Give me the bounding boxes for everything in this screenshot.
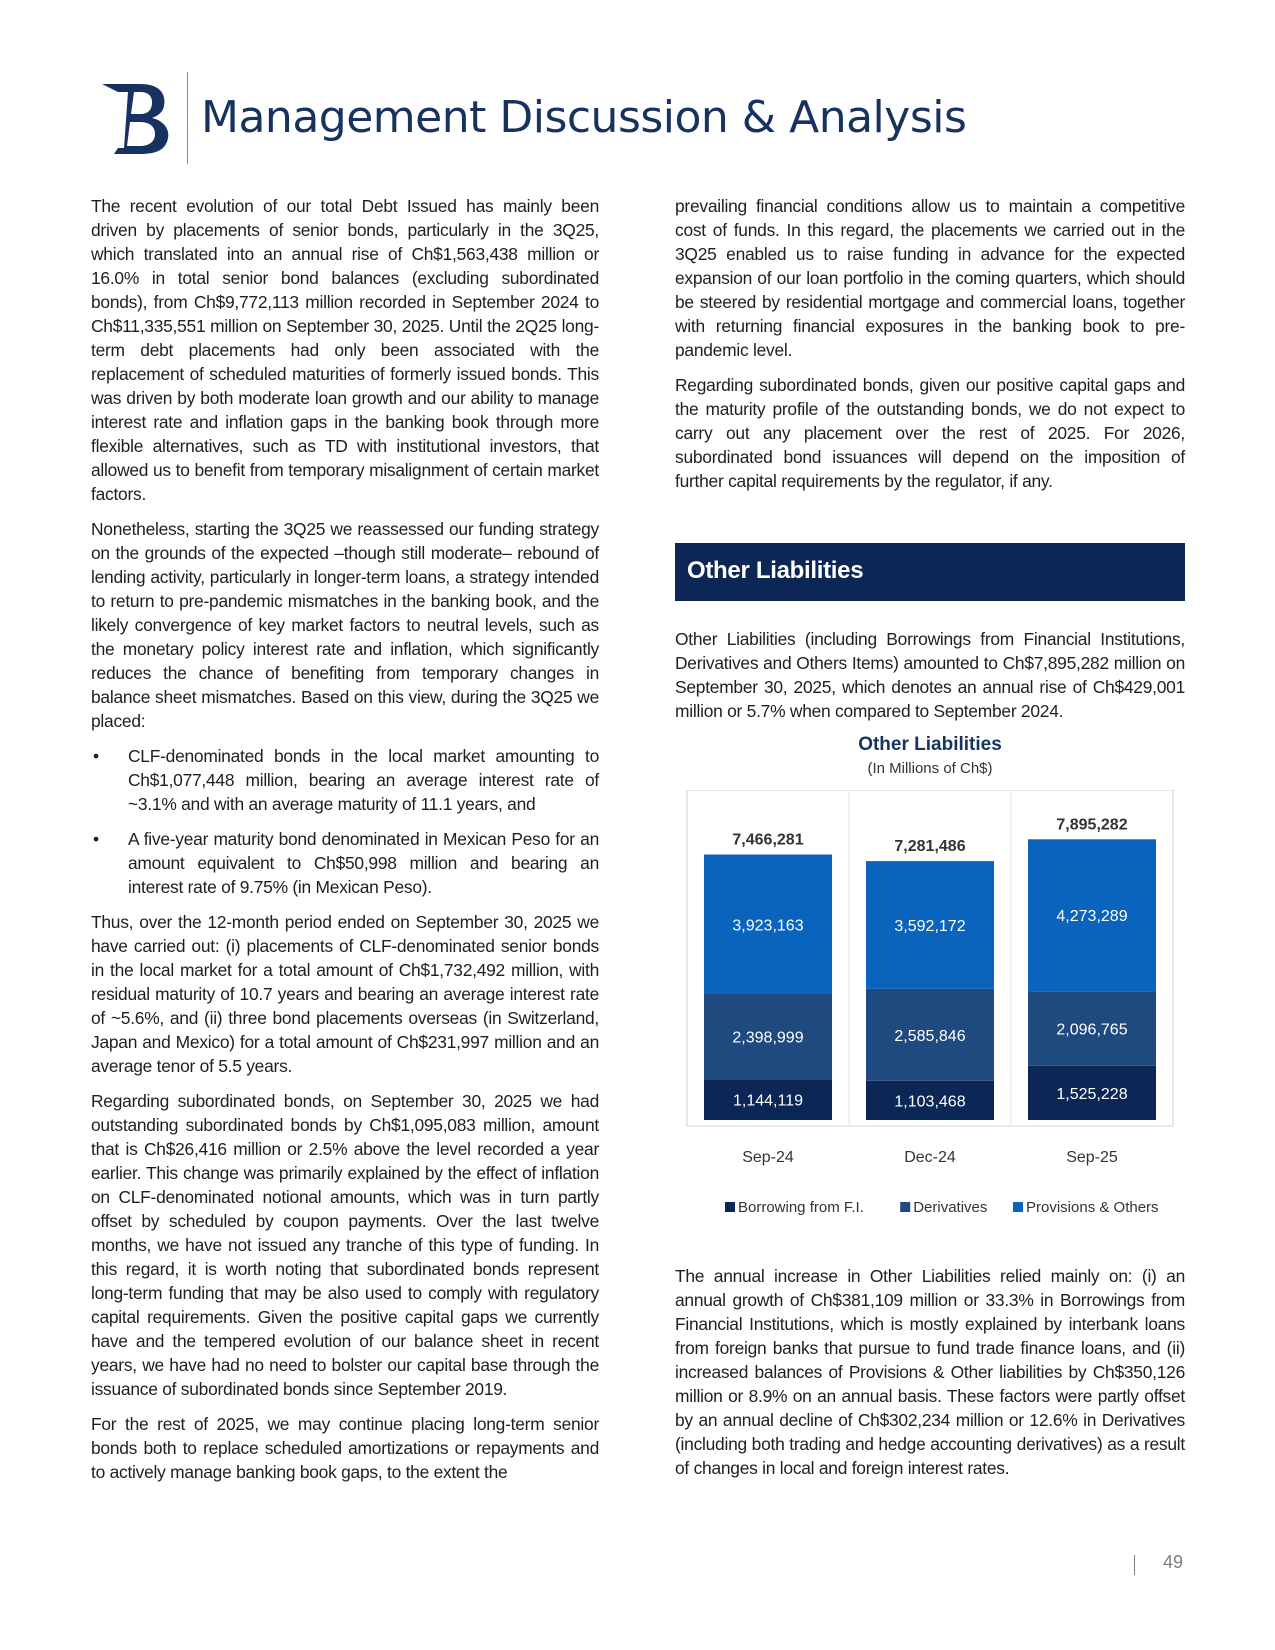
total-label: 7,281,486 [894,838,966,856]
bullet-icon: • [93,829,99,849]
header-divider [187,72,188,164]
other-liabilities-chart [675,790,1185,1245]
data-label: 1,525,228 [1056,1085,1128,1103]
list-item [91,827,599,899]
section-title: Other Liabilities [687,557,864,584]
paragraph-other-liabilities: Other Liabilities (including Borrowings from Financial Institutions, Derivatives and Others Items) amounted to Ch$7,895,282 million on September 30, 2025, which denotes an annual rise of Ch$429,001 million or 5.7% when compared to September 2024. [675,629,1185,721]
data-label: 3,923,163 [732,917,804,935]
paragraph-financial-conditions: prevailing financial conditions allow us to maintain a competitive cost of funds. In this regard, the placements we carried out in the 3Q25 enabled us to raise funding in advance for the expected expansion of our loan portfolio in the coming quarters, which should be steered by residential mortgage and commercial loans, together with returning financial exposures in the banking book to pre-pandemic level. [675,196,1185,360]
section-header-other-liabilities [675,543,1185,601]
data-label: 4,273,289 [1056,908,1128,926]
data-label: 1,144,119 [733,1092,803,1110]
list-item-text: CLF-denominated bonds in the local market amounting to Ch$1,077,448 million, bearing an average interest rate of ~3.1% and with an average maturity of 11.1 years, and [128,746,599,814]
paragraph-rest-of-2025: For the rest of 2025, we may continue placing long-term senior bonds both to replace scheduled amortizations or repayments and to actively manage banking book gaps, to the extent the [91,1414,599,1482]
logo-letter: B [100,78,101,79]
data-label: 2,585,846 [894,1027,966,1045]
total-label: 7,466,281 [732,831,804,849]
legend-label: Derivatives [913,1199,988,1216]
data-label: 3,592,172 [894,917,966,935]
list-item [91,744,599,816]
paragraph-subordinated-outlook: Regarding subordinated bonds, given our positive capital gaps and the maturity profile of the outstanding bonds, we do not expect to carry out any placement over the rest of 2025. For 2026, subordinated bond issuances will depend on the imposition of further capital requirements by the regulator, if any. [675,375,1185,491]
legend-swatch [1013,1202,1023,1212]
paragraph-subordinated-bonds: Regarding subordinated bonds, on September 30, 2025 we had outstanding subordinated bonds by Ch$1,095,083 million, amount that is Ch$26,416 million or 2.5% above the level recorded a year earlier. This change was primarily explained by the effect of inflation on CLF-denominated notional amounts, which was in turn partly offset by scheduled by coupon payments. Over the last twelve months, we have not issued any tranche of this type of funding. In this regard, it is worth noting that subordinated bonds represent long-term funding that may be also used to comply with regulatory capital requirements. Given the positive capital gaps we currently have and the tempered evolution of our balance sheet in recent years, we have had no need to bolster our capital base through the issuance of subordinated bonds since September 2019. [91,1091,599,1399]
legend-swatch [900,1202,910,1212]
right-column [675,194,1185,504]
footer-divider [1134,1555,1135,1575]
list-item-text: A five-year maturity bond denominated in Mexican Peso for an amount equivalent to Ch$50,998 million and bearing an interest rate of 9.75% (in Mexican Peso). [128,829,599,897]
data-label: 2,398,999 [732,1029,804,1047]
legend-label: Borrowing from F.I. [738,1199,864,1216]
bullet-icon: • [93,746,99,766]
data-label: 1,103,468 [894,1093,966,1111]
legend-label: Provisions & Others [1026,1199,1159,1216]
x-tick-label: Dec-24 [904,1149,956,1166]
bank-logo [100,78,172,158]
placements-list [91,744,599,899]
page-number: 49 [1163,1552,1184,1572]
other-liabilities-analysis [675,1264,1185,1491]
data-label: 2,096,765 [1056,1021,1128,1039]
chart-subtitle: (In Millions of Ch$) [867,760,993,777]
page-title: Management Discussion & Analysis [201,92,967,143]
paragraph-annual-increase: The annual increase in Other Liabilities relied mainly on: (i) an annual growth of Ch$381,109 million or 33.3% in Borrowings from Financial Institutions, which is mostly explained by interbank loans from foreign banks that pursue to fund trade finance loans, and (ii) increased balances of Provisions & Other liabilities by Ch$350,126 million or 8.9% on an annual basis. These factors were partly offset by an annual decline of Ch$302,234 million or 12.6% in Derivatives (including both trading and hedge accounting derivatives) as a result of changes in local and foreign interest rates. [675,1266,1185,1478]
left-column [91,194,599,1495]
x-tick-label: Sep-24 [742,1149,794,1166]
other-liabilities-intro [675,627,1185,734]
chart-title: Other Liabilities [858,734,1002,755]
paragraph-debt-evolution: The recent evolution of our total Debt Issued has mainly been driven by placements of senior bonds, particularly in the 3Q25, which translated into an annual rise of Ch$1,563,438 million or 16.0% in total senior bond balances (excluding subordinated bonds), from Ch$9,772,113 million recorded in September 2024 to Ch$11,335,551 million on September 30, 2025. Until the 2Q25 long-term debt placements had only been associated with the replacement of scheduled maturities of formerly issued bonds. This was driven by both moderate loan growth and our ability to manage interest rate and inflation gaps in the banking book through more flexible alternatives, such as TD with institutional investors, that allowed us to benefit from temporary misalignment of certain market factors. [91,196,599,504]
legend-swatch [725,1202,735,1212]
x-tick-label: Sep-25 [1066,1149,1118,1166]
paragraph-placements-summary: Thus, over the 12-month period ended on September 30, 2025 we have carried out: (i) placements of CLF-denominated senior bonds in the local market for a total amount of Ch$1,732,492 million, with residual maturity of 10.7 years and bearing an average interest rate of ~5.6%, and (ii) three bond placements overseas (in Switzerland, Japan and Mexico) for a total amount of Ch$231,997 million and an average tenor of 5.5 years. [91,912,599,1076]
total-label: 7,895,282 [1056,816,1128,834]
paragraph-funding-strategy: Nonetheless, starting the 3Q25 we reassessed our funding strategy on the grounds of the expected –though still moderate– rebound of lending activity, particularly in longer-term loans, a strategy intended to return to pre-pandemic mismatches in the banking book, and the likely convergence of key market factors to neutral levels, such as the monetary policy interest rate and inflation, which significantly reduces the chance of benefiting from temporary changes in balance sheet mismatches. Based on this view, during the 3Q25 we placed: [91,519,599,731]
logo-mark [102,84,168,154]
